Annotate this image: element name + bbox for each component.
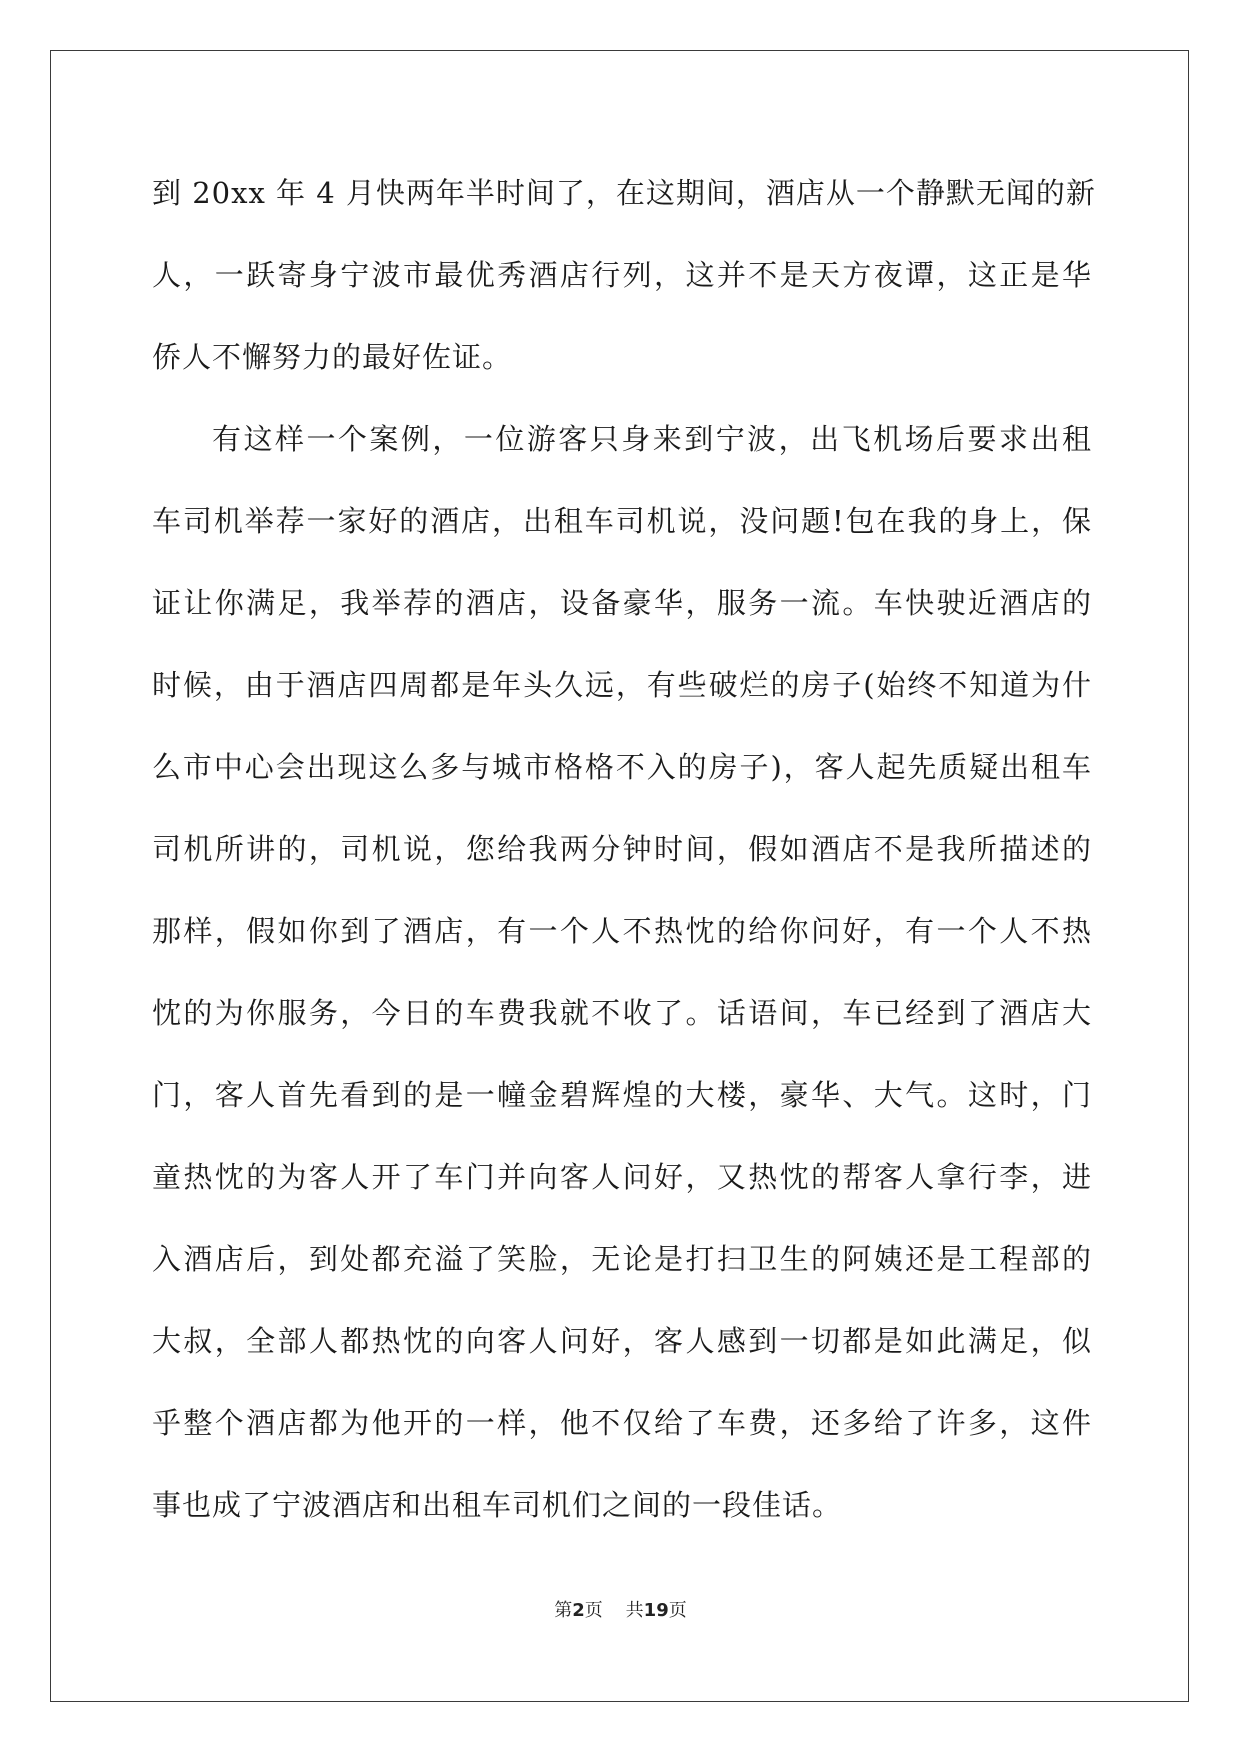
paragraph-2	[152, 398, 1092, 1546]
text-line: 门，客人首先看到的是一幢金碧辉煌的大楼，豪华、大气。这时，门	[152, 1078, 1092, 1112]
document-body	[152, 152, 1096, 1546]
text-line: 么市中心会出现这么多与城市格格不入的房子)，客人起先质疑出租车	[152, 750, 1092, 784]
text-line: 车司机举荐一家好的酒店，出租车司机说，没问题!包在我的身上，保	[152, 504, 1092, 538]
footer-page-suffix: 页	[584, 1600, 603, 1621]
text-line: 到 20xx 年 4 月快两年半时间了，在这期间，酒店从一个静默无闻的新	[152, 176, 1096, 210]
footer-prefix: 第	[554, 1600, 573, 1621]
page-footer	[0, 1596, 1241, 1622]
text-line: 大叔，全部人都热忱的向客人问好，客人感到一切都是如此满足，似	[152, 1324, 1092, 1358]
paragraph-1	[152, 152, 1096, 398]
text-line: 时候，由于酒店四周都是年头久远，有些破烂的房子(始终不知道为什	[152, 668, 1092, 702]
text-line: 那样，假如你到了酒店，有一个人不热忱的给你问好，有一个人不热	[152, 914, 1092, 948]
text-line: 入酒店后，到处都充溢了笑脸，无论是打扫卫生的阿姨还是工程部的	[152, 1242, 1092, 1276]
text-line: 有这样一个案例，一位游客只身来到宁波，出飞机场后要求出租	[212, 422, 1092, 456]
footer-total-suffix: 页	[668, 1600, 687, 1621]
text-line: 童热忱的为客人开了车门并向客人问好，又热忱的帮客人拿行李，进	[152, 1160, 1092, 1194]
text-line: 司机所讲的，司机说，您给我两分钟时间，假如酒店不是我所描述的	[152, 832, 1092, 866]
page-number: 2	[572, 1600, 585, 1621]
text-line: 侨人不懈努力的最好佐证。	[152, 340, 513, 374]
text-line: 乎整个酒店都为他开的一样，他不仅给了车费，还多给了许多，这件	[152, 1406, 1092, 1440]
text-line: 事也成了宁波酒店和出租车司机们之间的一段佳话。	[152, 1488, 843, 1522]
text-line: 人，一跃寄身宁波市最优秀酒店行列，这并不是天方夜谭，这正是华	[152, 258, 1092, 292]
text-line: 证让你满足，我举荐的酒店，设备豪华，服务一流。车快驶近酒店的	[152, 586, 1092, 620]
total-pages: 19	[643, 1600, 669, 1621]
footer-total-prefix: 共	[625, 1600, 644, 1621]
text-line: 忱的为你服务，今日的车费我就不收了。话语间，车已经到了酒店大	[152, 996, 1092, 1030]
